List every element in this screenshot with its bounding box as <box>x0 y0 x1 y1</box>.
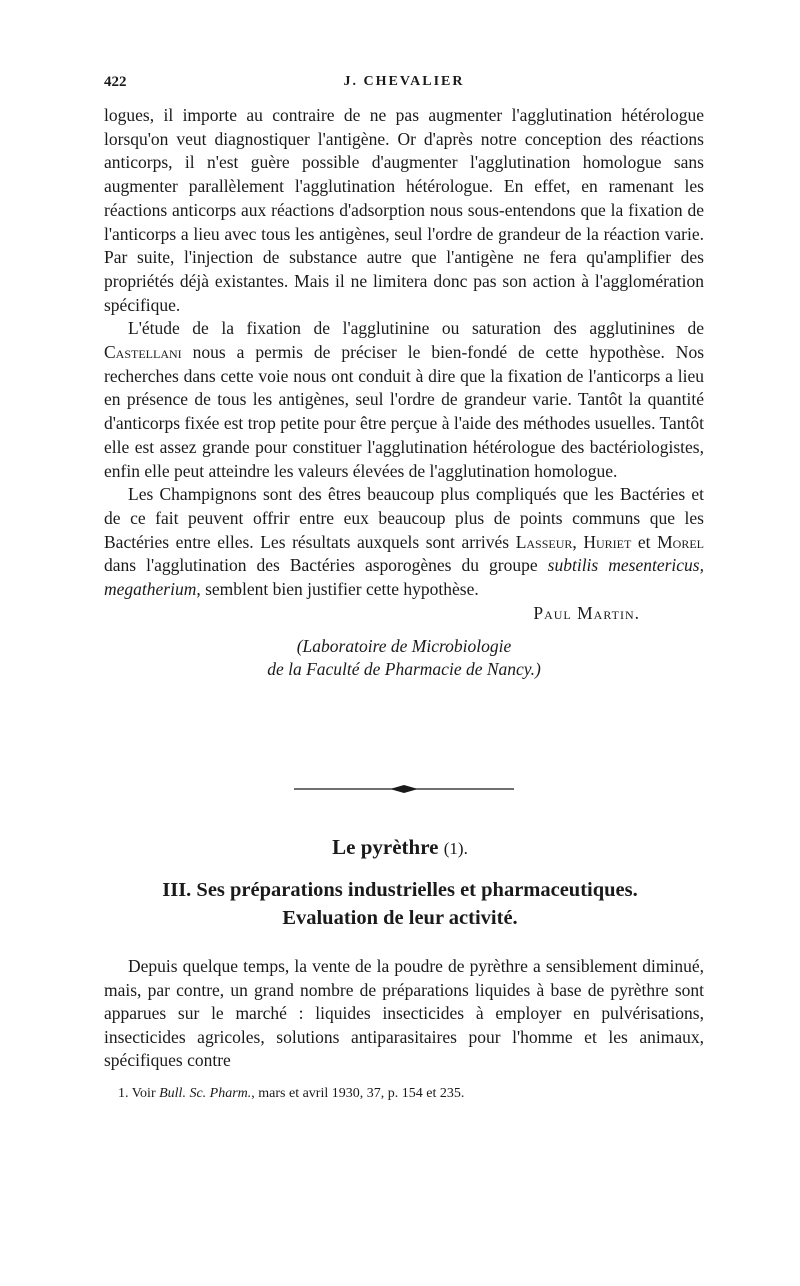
subtitle-line-1: III. Ses préparations industrielles et pharmaceutiques. <box>162 879 638 901</box>
page-number: 422 <box>104 74 127 90</box>
separator: et <box>631 531 658 552</box>
paragraph-2-text-a: L'étude de la fixation de l'agglutinine ou saturation des agglutinines de <box>128 318 704 339</box>
paragraph-3 <box>104 483 704 602</box>
affiliation-line-2: de la Faculté de Pharmacie de Nancy.) <box>267 659 541 680</box>
page-header <box>104 74 704 98</box>
footnote-reference: (1). <box>443 839 468 858</box>
affiliation-line-1: (Laboratoire de Microbiologie <box>296 636 512 657</box>
running-title: J. CHEVALIER <box>343 74 465 89</box>
paragraph-2 <box>104 317 704 483</box>
paragraph-2-text-b: nous a permis de préciser le bien-fondé de cette hypothèse. Nos recherches dans cette voie nous ont conduit à dire que la fixation de l'anticorps a lieu en présence de tous les antigènes, seul l'ordre de grandeur varie. Tantôt la quantité d'anticorps fixée est trop petite pour être perçue à l'aide des méthodes usuelles. Tantôt elle est assez grande pour constituer l'agglutination hétérologue des bactériologistes, enfin elle peut atteindre les valeurs élevées de l'agglutination homologue. <box>104 342 704 481</box>
species-names: subtilis mesentericus, megatherium <box>104 555 704 600</box>
author-name-huriet: Huriet <box>583 531 632 552</box>
footnote-details: , mars et avril 1930, 37, p. 154 et 235. <box>251 1086 465 1101</box>
paragraph-1: logues, il importe au contraire de ne pas augmenter l'agglutination hétérologue lorsqu'on veut diagnostiquer l'antigène. Or d'après notre conception des réactions anticorps, il n'est guère possible d'augmenter l'agglutination homologue sans augmenter parallèlement l'agglutination hétérologue. En effet, en ramenant les réactions anticorps aux réactions d'adsorption nous sous-entendons que la fixation de l'anticorps a lieu avec tous les antigènes, seul l'ordre de grandeur de la réaction varie. Par suite, l'injection de substance autre que l'antigène ne fera qu'amplifier des propriétés déjà existantes. Mais il ne limitera donc pas son action à l'agglomération spécifique. <box>104 105 704 315</box>
affiliation <box>104 635 704 681</box>
author-name-morel: Morel <box>657 531 704 552</box>
footnote-prefix: Voir <box>131 1086 160 1101</box>
paragraph-4: Depuis quelque temps, la vente de la poudre de pyrèthre a sensiblement diminué, mais, par contre, un grand nombre de préparations liquides à base de pyrèthre sont apparues sur le marché : liquides insecticides à employer en pulvérisations, insecticides agricoles, solutions antiparasitaires pour l'homme et les animaux, spécifiques contre <box>104 956 704 1071</box>
paragraph-3-text-b: dans l'agglutination des Bactéries asporogènes du groupe <box>104 555 548 576</box>
section-divider-ornament <box>294 783 514 795</box>
footnote-number: 1. <box>118 1086 129 1101</box>
separator: , <box>572 531 584 552</box>
author-name-castellani: Castellani <box>104 342 182 363</box>
paragraph-3-text-a: Les Champignons sont des êtres beaucoup plus compliqués que les Bactéries et de ce fait peuvent offrir entre eux beaucoup plus de points communs que les Bactéries entre elles. Les résultats auxquels sont arrivés <box>104 484 704 552</box>
signature: Paul Martin. <box>533 602 640 623</box>
article-end-body <box>104 104 704 681</box>
article-subtitle <box>0 876 800 932</box>
footnote <box>118 1086 718 1102</box>
footnote-source: Bull. Sc. Pharm. <box>159 1086 252 1101</box>
subtitle-line-2: Evaluation de leur activité. <box>282 907 518 929</box>
article-title <box>0 835 800 860</box>
author-name-lasseur: Lasseur <box>515 531 573 552</box>
article-title-text: Le pyrèthre <box>332 835 439 859</box>
paragraph-3-text-c: , semblent bien justifier cette hypothèse. <box>196 579 479 600</box>
article-body <box>104 955 704 1073</box>
